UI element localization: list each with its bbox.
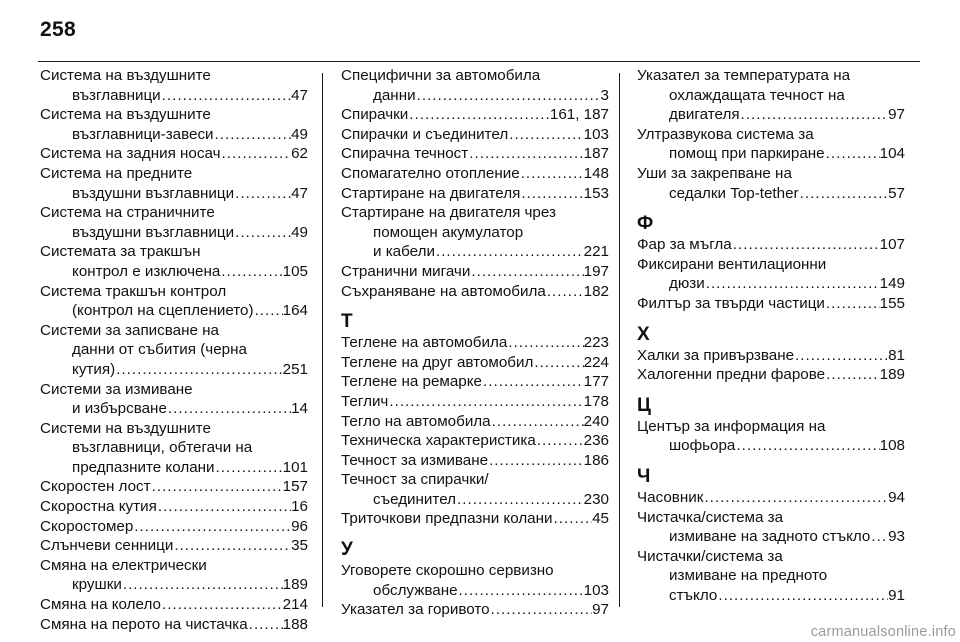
index-entry-page[interactable]: 105 xyxy=(282,262,308,280)
dot-leader xyxy=(705,274,880,294)
index-entry-term: Фар за мъгла xyxy=(637,236,732,254)
index-entry-term: и кабели xyxy=(373,243,435,261)
index-entry-term: Странични мигачи xyxy=(341,262,471,280)
index-entry-term: Система на страничните xyxy=(40,204,215,222)
index-entry-term: възглавници xyxy=(72,86,161,104)
index-entry[interactable] xyxy=(341,282,609,302)
index-entry-term: Халки за привързване xyxy=(637,346,795,364)
dot-leader xyxy=(234,223,291,243)
index-entry[interactable] xyxy=(40,321,308,380)
index-entry-page[interactable]: 35 xyxy=(291,537,308,555)
index-entry-page[interactable]: 157 xyxy=(282,478,308,496)
index-entry[interactable] xyxy=(341,105,609,125)
index-entry-page[interactable]: 47 xyxy=(291,184,308,202)
dot-leader xyxy=(161,595,283,615)
index-entry-page[interactable]: 178 xyxy=(583,392,609,410)
index-entry[interactable] xyxy=(637,547,905,606)
index-entry-page[interactable]: 187 xyxy=(583,145,609,163)
index-entry-term: стъкло xyxy=(669,586,718,604)
watermark: carmanualsonline.info xyxy=(810,624,956,640)
index-entry-page[interactable]: 224 xyxy=(583,353,609,371)
index-entry[interactable] xyxy=(341,600,609,620)
index-entry-page[interactable]: 240 xyxy=(583,412,609,430)
index-entry-term: Система тракшън контрол xyxy=(40,282,227,300)
dot-leader xyxy=(416,86,601,106)
dot-leader xyxy=(234,184,291,204)
index-entry[interactable] xyxy=(40,497,308,517)
index-entry-term: Теглене на друг автомобил xyxy=(341,353,534,371)
dot-leader xyxy=(214,125,292,145)
dot-leader xyxy=(161,86,291,106)
index-entry-page[interactable]: 251 xyxy=(282,360,308,378)
dot-leader xyxy=(507,333,583,353)
index-entry-page[interactable]: 94 xyxy=(888,488,905,506)
index-entry-term: Спирачна течност xyxy=(341,145,469,163)
index-entry-page[interactable]: 81 xyxy=(888,346,905,364)
index-entry[interactable] xyxy=(40,380,308,419)
index-entry-term: охлаждащата течност на xyxy=(669,86,845,104)
dot-leader xyxy=(173,536,291,556)
index-entry[interactable] xyxy=(637,164,905,203)
index-letter-heading: У xyxy=(341,539,353,561)
index-entry-term: Смяна на колело xyxy=(40,596,161,614)
index-entry-term: данни от събития (черна xyxy=(72,341,247,359)
dot-leader xyxy=(735,436,879,456)
dot-leader xyxy=(732,235,880,255)
index-entry[interactable] xyxy=(341,333,609,353)
index-entry[interactable] xyxy=(40,615,308,635)
index-entry[interactable] xyxy=(40,105,308,144)
index-entry[interactable] xyxy=(341,412,609,432)
dot-leader xyxy=(520,164,584,184)
index-entry[interactable] xyxy=(40,517,308,537)
index-entry-page[interactable]: 230 xyxy=(583,490,609,508)
index-entry-term: Системата за тракшън xyxy=(40,243,201,261)
index-entry[interactable] xyxy=(341,184,609,204)
dot-leader xyxy=(435,242,584,262)
dot-leader xyxy=(870,527,888,547)
index-entry-page[interactable]: 189 xyxy=(879,366,905,384)
index-entry-term: седалки Top-tether xyxy=(669,184,799,202)
index-column-3 xyxy=(637,66,905,605)
dot-leader xyxy=(533,353,583,373)
index-entry-term: Теглене на автомобила xyxy=(341,334,508,352)
index-entry[interactable] xyxy=(637,417,905,456)
index-entry-page[interactable]: 14 xyxy=(291,400,308,418)
dot-leader xyxy=(468,144,583,164)
index-entry-page[interactable]: 45 xyxy=(592,510,609,528)
index-entry-page[interactable]: 57 xyxy=(888,184,905,202)
index-entry[interactable] xyxy=(637,365,905,385)
index-entry-term: Система на въздушните xyxy=(40,106,211,124)
index-letter-heading: Ч xyxy=(637,465,651,487)
dot-leader xyxy=(458,581,584,601)
page-number: 258 xyxy=(40,18,76,41)
index-entry-page[interactable]: 103 xyxy=(583,125,609,143)
index-entry-page[interactable]: 62 xyxy=(291,145,308,163)
dot-leader xyxy=(167,399,291,419)
dot-leader xyxy=(388,392,583,412)
index-entry-page[interactable]: 164 xyxy=(282,302,308,320)
dot-leader xyxy=(703,488,888,508)
index-entry-term: Чистачки/система за xyxy=(637,547,783,565)
index-entry-term: кутия) xyxy=(72,360,116,378)
dot-leader xyxy=(482,372,584,392)
index-entry-term: съединител xyxy=(373,490,457,508)
index-entry[interactable] xyxy=(341,66,609,105)
index-entry-page[interactable]: 197 xyxy=(583,262,609,280)
header-rule xyxy=(38,61,920,62)
index-entry[interactable] xyxy=(637,294,905,314)
dot-leader xyxy=(220,262,282,282)
index-entry-term: шофьора xyxy=(669,437,736,455)
index-entry[interactable] xyxy=(40,595,308,615)
dot-leader xyxy=(456,490,584,510)
column-divider xyxy=(619,73,620,607)
index-entry[interactable] xyxy=(341,164,609,184)
index-entry-page[interactable]: 221 xyxy=(583,243,609,261)
index-entry-page[interactable]: 149 xyxy=(879,275,905,293)
index-entry[interactable] xyxy=(40,66,308,105)
index-entry-term: Скоростен лост xyxy=(40,478,151,496)
index-entry-page[interactable]: 161, 187 xyxy=(549,106,609,124)
index-entry-page[interactable]: 182 xyxy=(583,282,609,300)
dot-leader xyxy=(151,477,283,497)
dot-leader xyxy=(115,360,283,380)
index-entry-term: Системи за измиване xyxy=(40,380,193,398)
index-entry-term: Съхраняване на автомобила xyxy=(341,282,546,300)
dot-leader xyxy=(553,509,593,529)
index-entry-page[interactable]: 104 xyxy=(879,145,905,163)
index-entry-term: Теглене на ремарке xyxy=(341,373,482,391)
index-entry-term: Уговорете скорошно сервизно xyxy=(341,562,554,580)
dot-leader xyxy=(490,600,593,620)
index-entry-page[interactable]: 177 xyxy=(583,373,609,391)
index-entry-term: дюзи xyxy=(669,275,705,293)
index-entry-term: Система на въздушните xyxy=(40,67,211,84)
index-entry-term: Течност за спирачки/ xyxy=(341,471,489,489)
index-entry[interactable] xyxy=(341,392,609,412)
index-entry-term: Теглич xyxy=(341,392,389,410)
index-entry-term: Системи за записване на xyxy=(40,321,219,339)
dot-leader xyxy=(254,301,283,321)
index-entry-term: Системи на въздушните xyxy=(40,419,211,437)
index-entry[interactable] xyxy=(40,144,308,164)
index-entry-page[interactable]: 107 xyxy=(879,236,905,254)
index-entry[interactable] xyxy=(40,536,308,556)
column-divider xyxy=(322,73,323,607)
index-entry-term: Спомагателно отопление xyxy=(341,164,520,182)
index-entry[interactable] xyxy=(40,419,308,478)
index-entry[interactable] xyxy=(341,509,609,529)
index-entry-term: данни xyxy=(373,86,416,104)
index-entry-term: въздушни възглавници xyxy=(72,223,235,241)
dot-leader xyxy=(536,431,584,451)
index-entry-term: помощ при паркиране xyxy=(669,145,825,163)
dot-leader xyxy=(248,615,283,635)
index-entry[interactable] xyxy=(40,164,308,203)
index-entry[interactable] xyxy=(40,477,308,497)
index-letter-heading: Х xyxy=(637,323,650,345)
index-entry-page[interactable]: 108 xyxy=(879,437,905,455)
index-entry-term: Ултразвукова система за xyxy=(637,125,814,143)
index-entry-page[interactable]: 47 xyxy=(291,86,308,104)
index-entry-page[interactable]: 188 xyxy=(282,615,308,633)
index-entry-page[interactable]: 49 xyxy=(291,223,308,241)
index-entry-term: Течност за измиване xyxy=(341,451,489,469)
index-entry-term: Указател за температурата на xyxy=(637,67,851,84)
dot-leader xyxy=(717,586,888,606)
index-column-1 xyxy=(40,66,308,634)
index-entry-term: Смяна на перото на чистачка xyxy=(40,615,248,633)
index-entry-page[interactable]: 186 xyxy=(583,451,609,469)
index-entry[interactable] xyxy=(341,262,609,282)
dot-leader xyxy=(546,282,584,302)
index-entry-term: Смяна на електрически xyxy=(40,556,207,574)
dot-leader xyxy=(825,365,880,385)
index-entry-term: Скоростомер xyxy=(40,517,134,535)
index-entry-term: Фиксирани вентилационни xyxy=(637,255,827,273)
index-entry[interactable] xyxy=(40,242,308,281)
index-entry-term: Техническа характеристика xyxy=(341,432,536,450)
index-entry-term: помощен акумулатор xyxy=(373,223,524,241)
index-column-2 xyxy=(341,66,609,620)
index-entry-term: крушки xyxy=(72,576,122,594)
index-entry-term: Система на задния носач xyxy=(40,145,221,163)
index-entry-page[interactable]: 223 xyxy=(583,334,609,352)
index-entry[interactable] xyxy=(637,66,905,125)
index-entry-term: Указател за горивото xyxy=(341,601,490,619)
dot-leader xyxy=(520,184,583,204)
index-entry[interactable] xyxy=(40,203,308,242)
index-letter-heading: Ц xyxy=(637,394,651,416)
index-entry-page[interactable]: 214 xyxy=(282,596,308,614)
index-entry[interactable] xyxy=(637,255,905,294)
index-entry[interactable] xyxy=(341,125,609,145)
index-entry[interactable] xyxy=(341,353,609,373)
index-entry-term: Спирачки и съединител xyxy=(341,125,509,143)
index-entry-term: измиване на предното xyxy=(669,567,828,585)
index-entry-term: Тегло на автомобила xyxy=(341,412,491,430)
index-entry-page[interactable]: 16 xyxy=(291,498,308,516)
index-entry-term: въздушни възглавници xyxy=(72,184,235,202)
index-entry-page[interactable]: 96 xyxy=(291,517,308,535)
dot-leader xyxy=(825,294,880,314)
index-entry-term: възглавници, обтегачи на xyxy=(72,439,253,457)
index-entry[interactable] xyxy=(341,431,609,451)
index-entry[interactable] xyxy=(341,203,609,262)
index-entry-term: Система на предните xyxy=(40,164,193,182)
index-entry-term: предпазните колани xyxy=(72,458,215,476)
dot-leader xyxy=(133,517,291,537)
index-entry[interactable] xyxy=(341,372,609,392)
index-entry[interactable] xyxy=(341,144,609,164)
index-entry-page[interactable]: 3 xyxy=(600,86,609,104)
index-entry[interactable] xyxy=(637,508,905,547)
index-entry-term: Стартиране на двигателя xyxy=(341,184,521,202)
index-entry[interactable] xyxy=(40,282,308,321)
index-entry-term: Скоростна кутия xyxy=(40,498,157,516)
index-entry-term: измиване на задното стъкло xyxy=(669,528,871,546)
dot-leader xyxy=(215,458,283,478)
index-letter-heading: Т xyxy=(341,311,353,333)
index-entry-term: Чистачка/система за xyxy=(637,508,784,526)
index-entry-page[interactable]: 91 xyxy=(888,586,905,604)
index-entry-page[interactable]: 236 xyxy=(583,432,609,450)
index-entry-page[interactable]: 189 xyxy=(282,576,308,594)
index-entry[interactable] xyxy=(341,451,609,471)
index-entry-term: контрол е изключена xyxy=(72,262,221,280)
index-entry-term: възглавници-завеси xyxy=(72,125,214,143)
index-entry-term: обслужване xyxy=(373,581,458,599)
dot-leader xyxy=(491,412,584,432)
index-entry-term: Часовник xyxy=(637,488,704,506)
dot-leader xyxy=(825,144,880,164)
index-entry-page[interactable]: 49 xyxy=(291,125,308,143)
dot-leader xyxy=(799,184,888,204)
dot-leader xyxy=(488,451,584,471)
index-entry-page[interactable]: 153 xyxy=(583,184,609,202)
index-letter-heading: Ф xyxy=(637,213,654,235)
index-entry-term: Център за информация на xyxy=(637,417,826,435)
index-entry-term: Филтър за твърди частици xyxy=(637,294,825,312)
dot-leader xyxy=(408,105,550,125)
index-entry-term: Стартиране на двигателя чрез xyxy=(341,204,556,222)
index-entry[interactable] xyxy=(637,235,905,255)
index-entry[interactable] xyxy=(637,488,905,508)
dot-leader xyxy=(508,125,583,145)
dot-leader xyxy=(470,262,583,282)
index-entry-page[interactable]: 101 xyxy=(282,458,308,476)
dot-leader xyxy=(794,346,888,366)
dot-leader xyxy=(157,497,291,517)
index-entry-page[interactable]: 103 xyxy=(583,581,609,599)
index-entry[interactable] xyxy=(341,561,609,600)
dot-leader xyxy=(220,144,291,164)
index-entry-term: и избърсване xyxy=(72,400,167,418)
index-entry[interactable] xyxy=(637,125,905,164)
index-entry-term: Уши за закрепване на xyxy=(637,164,792,182)
index-entry-page[interactable]: 97 xyxy=(888,106,905,124)
index-entry-page[interactable]: 155 xyxy=(879,294,905,312)
index-entry-page[interactable]: 97 xyxy=(592,601,609,619)
index-entry-term: Специфични за автомобила xyxy=(341,67,541,84)
index-entry-term: Слънчеви сенници xyxy=(40,537,174,555)
index-entry-term: Триточкови предпазни колани xyxy=(341,510,553,528)
index-entry-page[interactable]: 93 xyxy=(888,528,905,546)
index-entry-term: Халогенни предни фарове xyxy=(637,366,826,384)
index-entry[interactable] xyxy=(40,556,308,595)
index-entry-page[interactable]: 148 xyxy=(583,164,609,182)
index-entry-term: Спирачки xyxy=(341,106,409,124)
index-entry-term: (контрол на сцеплението) xyxy=(72,302,254,320)
dot-leader xyxy=(122,575,283,595)
index-entry-term: двигателя xyxy=(669,106,740,124)
index-entry[interactable] xyxy=(341,470,609,509)
dot-leader xyxy=(740,105,889,125)
index-entry[interactable] xyxy=(637,346,905,366)
